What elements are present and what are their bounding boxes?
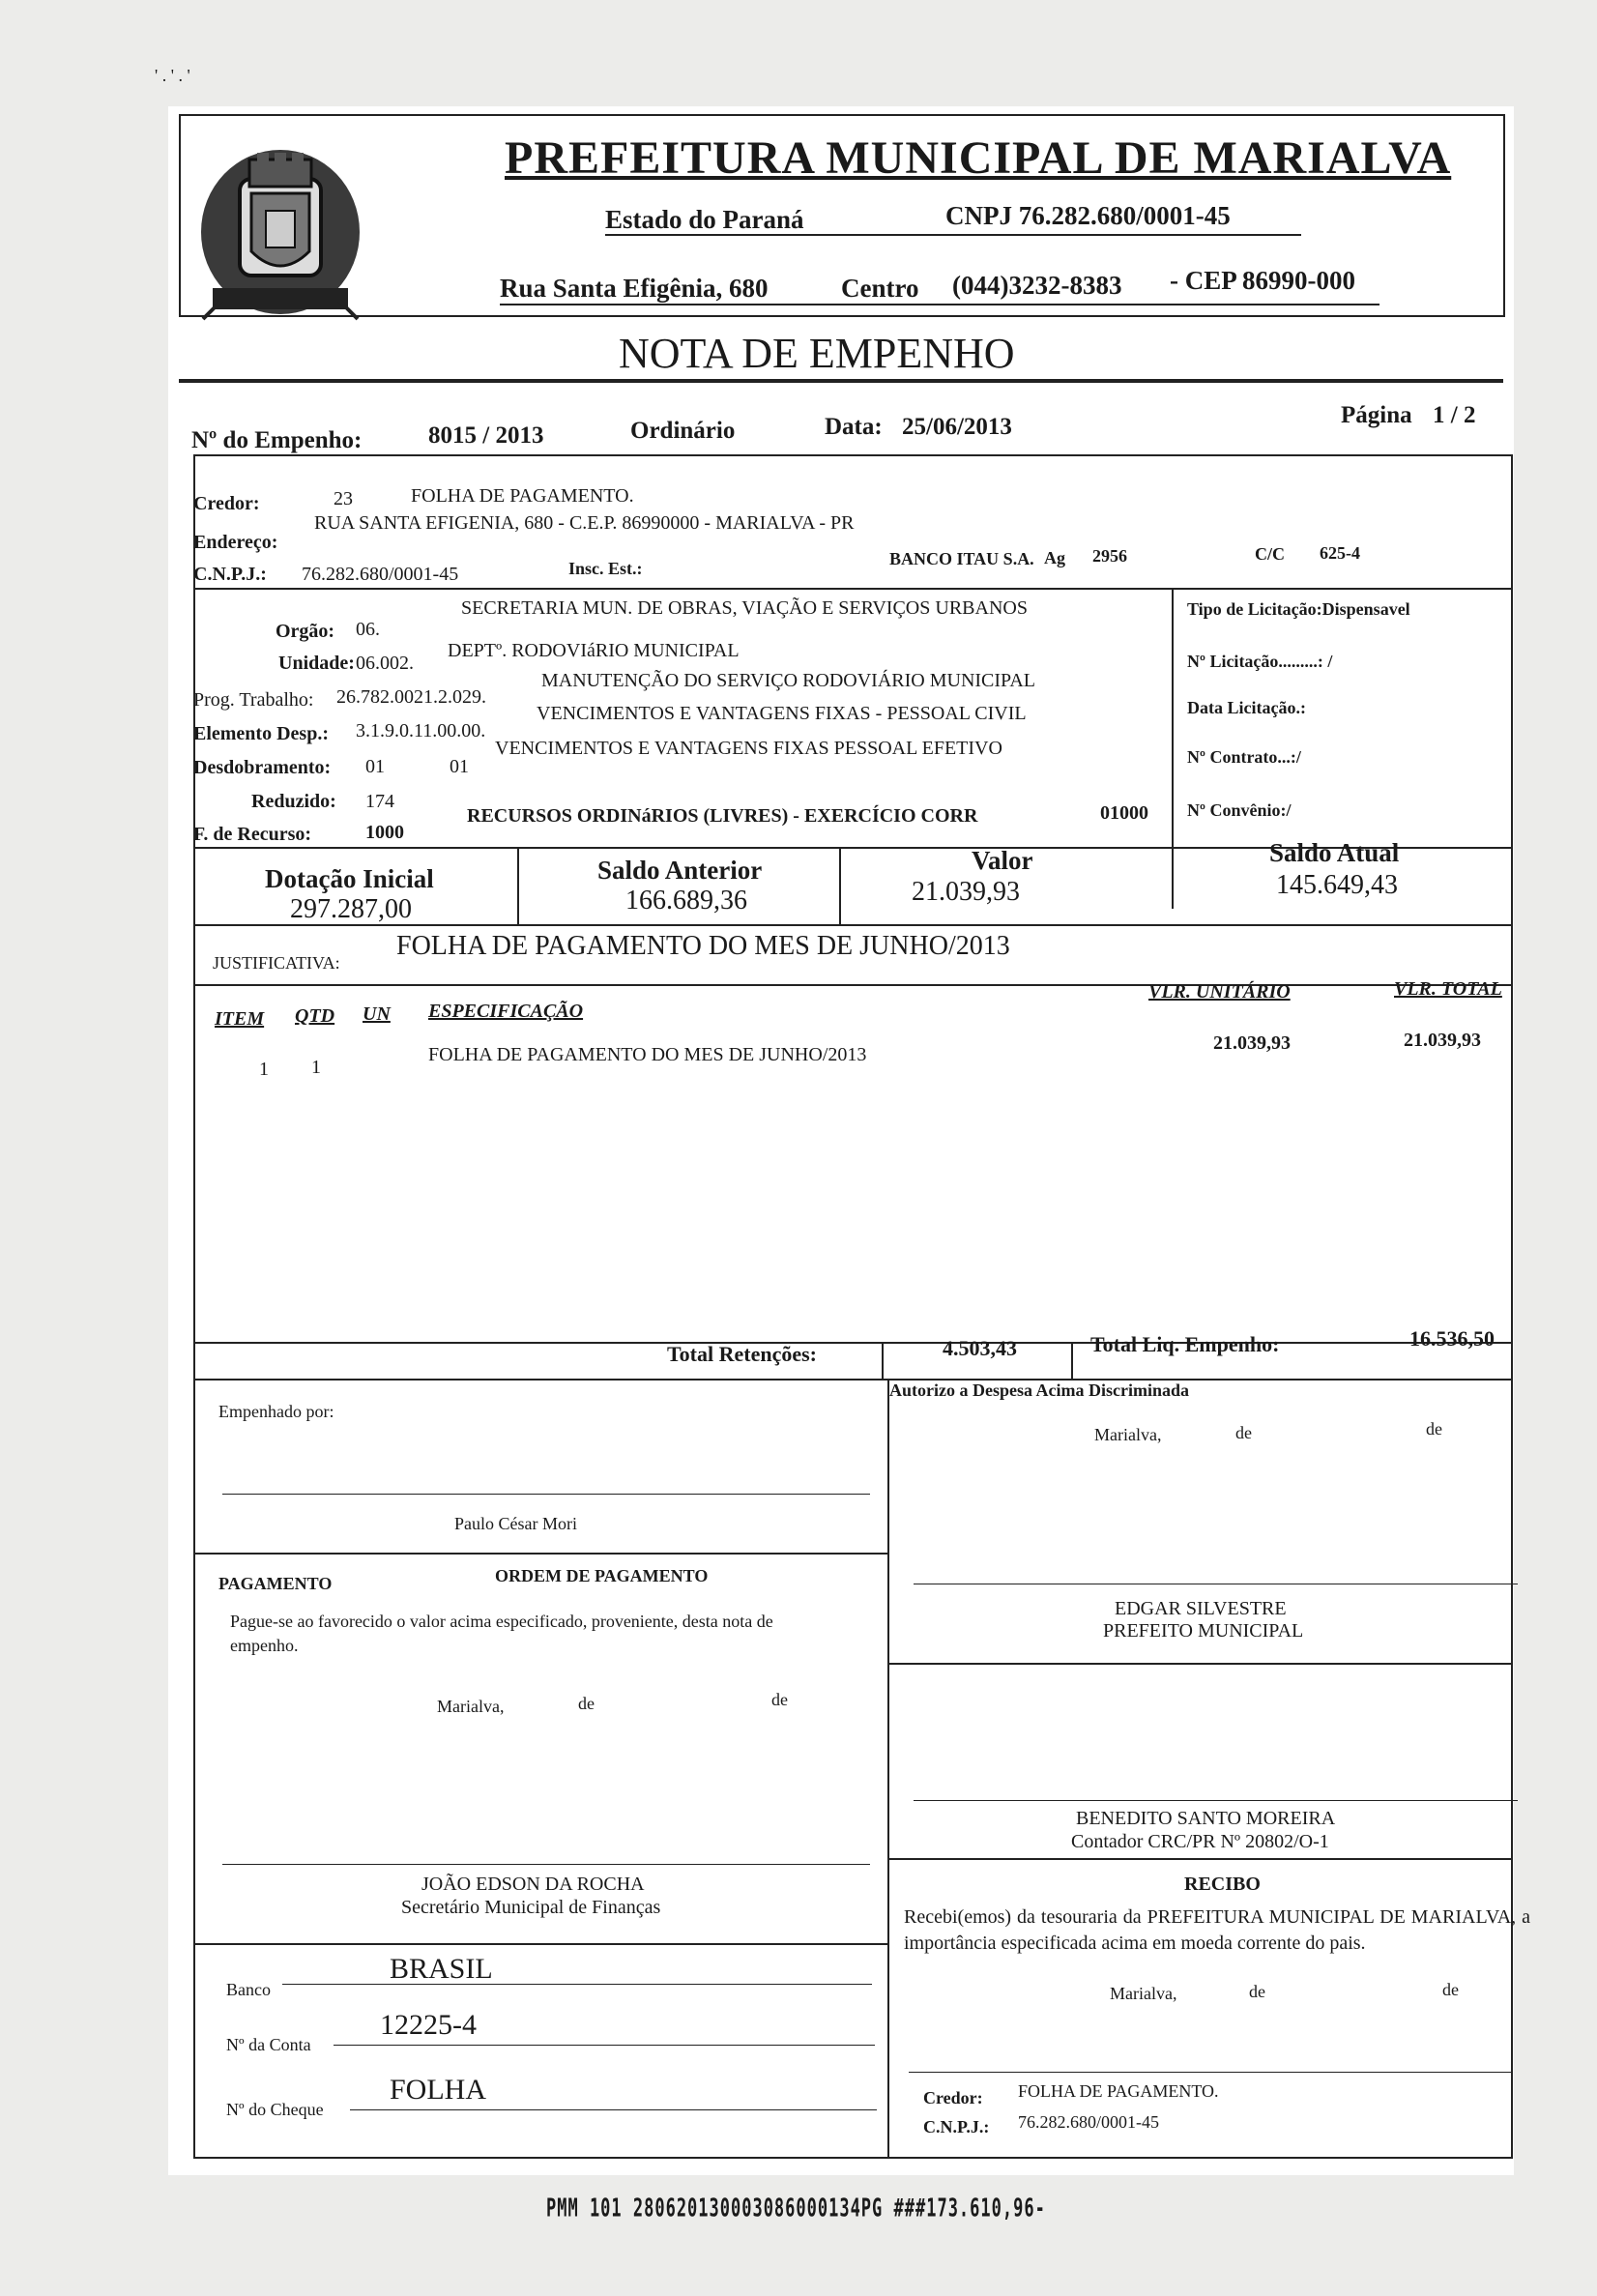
pagamento-label: PAGAMENTO — [218, 1574, 333, 1593]
ordem-de-2: de — [771, 1690, 788, 1709]
cheque-valor: FOLHA — [390, 2074, 487, 2106]
empenhado-label: Empenhado por: — [218, 1402, 334, 1421]
orgao-label: Orgão: — [276, 621, 335, 642]
conta-line — [334, 2045, 875, 2046]
header-cnpj: CNPJ 76.282.680/0001-45 — [945, 201, 1231, 230]
header-rua: Rua Santa Efigênia, 680 — [500, 274, 769, 303]
ordem-de-1: de — [578, 1694, 595, 1713]
municipality-title: PREFEITURA MUNICIPAL DE MARIALVA — [505, 132, 1452, 184]
orgao-cod: 06. — [356, 619, 380, 640]
saldo-divider-2 — [839, 847, 841, 924]
contador-nome: BENEDITO SANTO MOREIRA — [1076, 1808, 1336, 1829]
header-bairro: Centro — [841, 274, 919, 303]
pagamento-rule — [193, 1553, 887, 1555]
secretario-signature-line — [222, 1864, 870, 1865]
col-total-header: VLR. TOTAL — [1394, 978, 1502, 1000]
prefeito-rule — [887, 1663, 1513, 1665]
banco-line — [282, 1984, 872, 1985]
saldo-atual-label: Saldo Atual — [1269, 838, 1400, 867]
valor-label: Valor — [972, 846, 1033, 875]
num-convenio: Nº Convênio:/ — [1187, 800, 1292, 820]
desdobramento-cod2: 01 — [450, 756, 469, 777]
elemento-label: Elemento Desp.: — [193, 723, 329, 744]
autorizo-marialva: Marialva, — [1094, 1425, 1162, 1444]
row-unit: 21.039,93 — [1213, 1032, 1291, 1054]
banco-valor: BRASIL — [390, 1953, 493, 1985]
recibo-credor: FOLHA DE PAGAMENTO. — [1018, 2081, 1219, 2101]
saldo-anterior: 166.689,36 — [625, 886, 747, 915]
empenho-data-label: Data: — [825, 414, 883, 440]
ag-label: Ag — [1044, 548, 1065, 567]
unidade-nome: DEPTº. RODOVIáRIO MUNICIPAL — [448, 640, 740, 661]
recibo-label: RECIBO — [1184, 1874, 1261, 1895]
tipo-licitacao: Tipo de Licitação:Dispensavel — [1187, 599, 1410, 619]
valor: 21.039,93 — [912, 877, 1020, 907]
row-item: 1 — [259, 1059, 269, 1080]
col-spec-header: ESPECIFICAÇÃO — [428, 1001, 584, 1022]
row-total: 21.039,93 — [1404, 1030, 1481, 1051]
justificativa-text: FOLHA DE PAGAMENTO DO MES DE JUNHO/2013 — [396, 931, 1010, 961]
autorizo-de-2: de — [1426, 1419, 1442, 1439]
footer-code: PMM 101 280620130003086000134PG ###173.610,96- — [546, 2194, 1046, 2223]
dotacao-inicial-label: Dotação Inicial — [265, 864, 434, 893]
recibo-cnpj: 76.282.680/0001-45 — [1018, 2112, 1159, 2132]
recurso-cod: 1000 — [365, 822, 404, 843]
desdobramento-label: Desdobramento: — [193, 757, 332, 778]
recibo-de-1: de — [1249, 1982, 1265, 2001]
col-item-header: ITEM — [215, 1008, 265, 1030]
endereco-label: Endereço: — [193, 532, 278, 553]
saldo-divider-1 — [517, 847, 519, 924]
empenhado-nome: Paulo César Mori — [454, 1514, 577, 1533]
autorizo-text: Autorizo a Despesa Acima Discriminada — [889, 1381, 1189, 1400]
empenhado-signature-line — [222, 1494, 870, 1495]
credor-nome: FOLHA DE PAGAMENTO. — [411, 485, 634, 507]
credor-endereco: RUA SANTA EFIGENIA, 680 - C.E.P. 86990000 - MARIALVA - PR — [314, 512, 855, 534]
elemento-cod: 3.1.9.0.11.00.00. — [356, 720, 486, 741]
prog-nome: MANUTENÇÃO DO SERVIÇO RODOVIÁRIO MUNICIPAL — [541, 670, 1036, 691]
saldo-divider-3 — [1172, 847, 1174, 909]
desdobramento-cod1: 01 — [365, 756, 385, 777]
contador-rule — [887, 1858, 1513, 1860]
totals-bottom-rule — [193, 1379, 1513, 1381]
signature-divider — [887, 1379, 889, 2159]
col-unit-header: VLR. UNITÁRIO — [1148, 981, 1291, 1003]
secretario-cargo: Secretário Municipal de Finanças — [401, 1897, 661, 1918]
pague-text: Pague-se ao favorecido o valor acima especificado, proveniente, desta nota de empenho. — [230, 1612, 773, 1655]
conta-label: Nº da Conta — [226, 2035, 311, 2054]
row-qtd: 1 — [311, 1057, 321, 1078]
credor-rule — [193, 588, 1513, 590]
conta-valor: 12225-4 — [380, 2009, 477, 2041]
pagina-label: Página — [1341, 402, 1412, 428]
credor-cnpj: 76.282.680/0001-45 — [302, 564, 459, 585]
ordem-pagamento-label: ORDEM DE PAGAMENTO — [495, 1566, 709, 1585]
dotacao-inicial: 297.287,00 — [290, 894, 412, 924]
recurso-nome: RECURSOS ORDINáRIOS (LIVRES) - EXERCÍCIO CORR — [467, 805, 978, 827]
empenho-num: 8015 / 2013 — [428, 422, 544, 449]
prog-label: Prog. Trabalho: — [193, 689, 314, 711]
credor-cc: 625-4 — [1320, 543, 1360, 563]
desdobramento-nome: VENCIMENTOS E VANTAGENS FIXAS PESSOAL EFETIVO — [495, 738, 1002, 759]
recibo-credor-label: Credor: — [923, 2088, 983, 2107]
coat-of-arms-logo — [193, 126, 367, 338]
elemento-nome: VENCIMENTOS E VANTAGENS FIXAS - PESSOAL CIVIL — [537, 703, 1027, 724]
contador-signature-line — [914, 1800, 1518, 1801]
totals-divider-2 — [1071, 1342, 1073, 1379]
secretario-nome: JOÃO EDSON DA ROCHA — [421, 1874, 645, 1895]
empenho-num-label: Nº do Empenho: — [191, 427, 363, 453]
ordem-marialva: Marialva, — [437, 1697, 505, 1716]
cc-label: C/C — [1255, 544, 1285, 564]
banco-rule — [193, 1943, 887, 1945]
recurso-num: 01000 — [1100, 802, 1148, 824]
empenho-data: 25/06/2013 — [902, 414, 1012, 440]
credor-codigo: 23 — [334, 488, 353, 509]
justificativa-rule — [193, 984, 1513, 986]
doc-title: NOTA DE EMPENHO — [619, 330, 1015, 377]
banco-label: Banco — [226, 1980, 271, 1999]
pagina: 1 / 2 — [1433, 402, 1476, 428]
col-qtd-header: QTD — [295, 1005, 335, 1027]
unidade-label: Unidade: — [278, 653, 355, 674]
justificativa-label: JUSTIFICATIVA: — [213, 953, 340, 973]
recibo-cnpj-label: C.N.P.J.: — [923, 2117, 990, 2136]
contador-cargo: Contador CRC/PR Nº 20802/O-1 — [1071, 1831, 1329, 1852]
recurso-label: F. de Recurso: — [193, 824, 312, 845]
unidade-cod: 06.002. — [356, 653, 414, 674]
credor-ag: 2956 — [1092, 546, 1127, 566]
total-liquido: 16.536,50 — [1409, 1326, 1495, 1351]
prog-cod: 26.782.0021.2.029. — [336, 686, 486, 708]
reduzido: 174 — [365, 791, 394, 812]
empenho-tipo: Ordinário — [630, 418, 736, 444]
header-cep: - CEP 86990-000 — [1170, 266, 1355, 295]
recibo-marialva: Marialva, — [1110, 1984, 1177, 2003]
totals-top-rule — [193, 1342, 1513, 1344]
recibo-de-2: de — [1442, 1980, 1459, 1999]
total-retencoes: 4.503,43 — [943, 1336, 1017, 1360]
scan-marks: ' . ' . ' — [155, 66, 190, 85]
reduzido-label: Reduzido: — [251, 791, 336, 812]
title-rule — [179, 379, 1503, 383]
total-retencoes-label: Total Retenções: — [667, 1342, 817, 1366]
recibo-text: Recebi(emos) da tesouraria da PREFEITURA MUNICIPAL DE MARIALVA, a importância especificada acima em moeda corrente do pais. — [904, 1906, 1530, 1954]
data-licitacao: Data Licitação.: — [1187, 698, 1306, 717]
address-underline — [500, 304, 1379, 305]
orgao-nome: SECRETARIA MUN. DE OBRAS, VIAÇÃO E SERVIÇOS URBANOS — [461, 597, 1028, 619]
totals-divider-1 — [882, 1342, 884, 1379]
saldo-atual: 145.649,43 — [1276, 870, 1398, 900]
total-liquido-label: Total Liq. Empenho: — [1090, 1332, 1280, 1356]
col-un-header: UN — [363, 1003, 391, 1025]
insc-label: Insc. Est.: — [568, 559, 643, 578]
credor-cnpj-label: C.N.P.J.: — [193, 564, 267, 585]
header-fone: (044)3232-8383 — [952, 271, 1122, 300]
credor-banco: BANCO ITAU S.A. — [889, 549, 1034, 568]
estado-text: Estado do Paraná — [605, 205, 804, 234]
num-contrato: Nº Contrato...:/ — [1187, 747, 1301, 767]
saldo-anterior-label: Saldo Anterior — [597, 856, 763, 885]
cheque-line — [350, 2109, 877, 2110]
credor-label: Credor: — [193, 493, 260, 514]
prefeito-nome: EDGAR SILVESTRE — [1115, 1598, 1287, 1619]
num-licitacao: Nº Licitação.........: / — [1187, 652, 1333, 671]
prefeito-cargo: PREFEITO MUNICIPAL — [1103, 1620, 1304, 1642]
recibo-signature-line — [909, 2072, 1513, 2073]
row-spec: FOLHA DE PAGAMENTO DO MES DE JUNHO/2013 — [428, 1044, 867, 1065]
cheque-label: Nº do Cheque — [226, 2100, 324, 2119]
licitacao-divider — [1172, 588, 1174, 847]
estado-underline — [605, 234, 1301, 236]
autorizo-de-1: de — [1235, 1423, 1252, 1442]
